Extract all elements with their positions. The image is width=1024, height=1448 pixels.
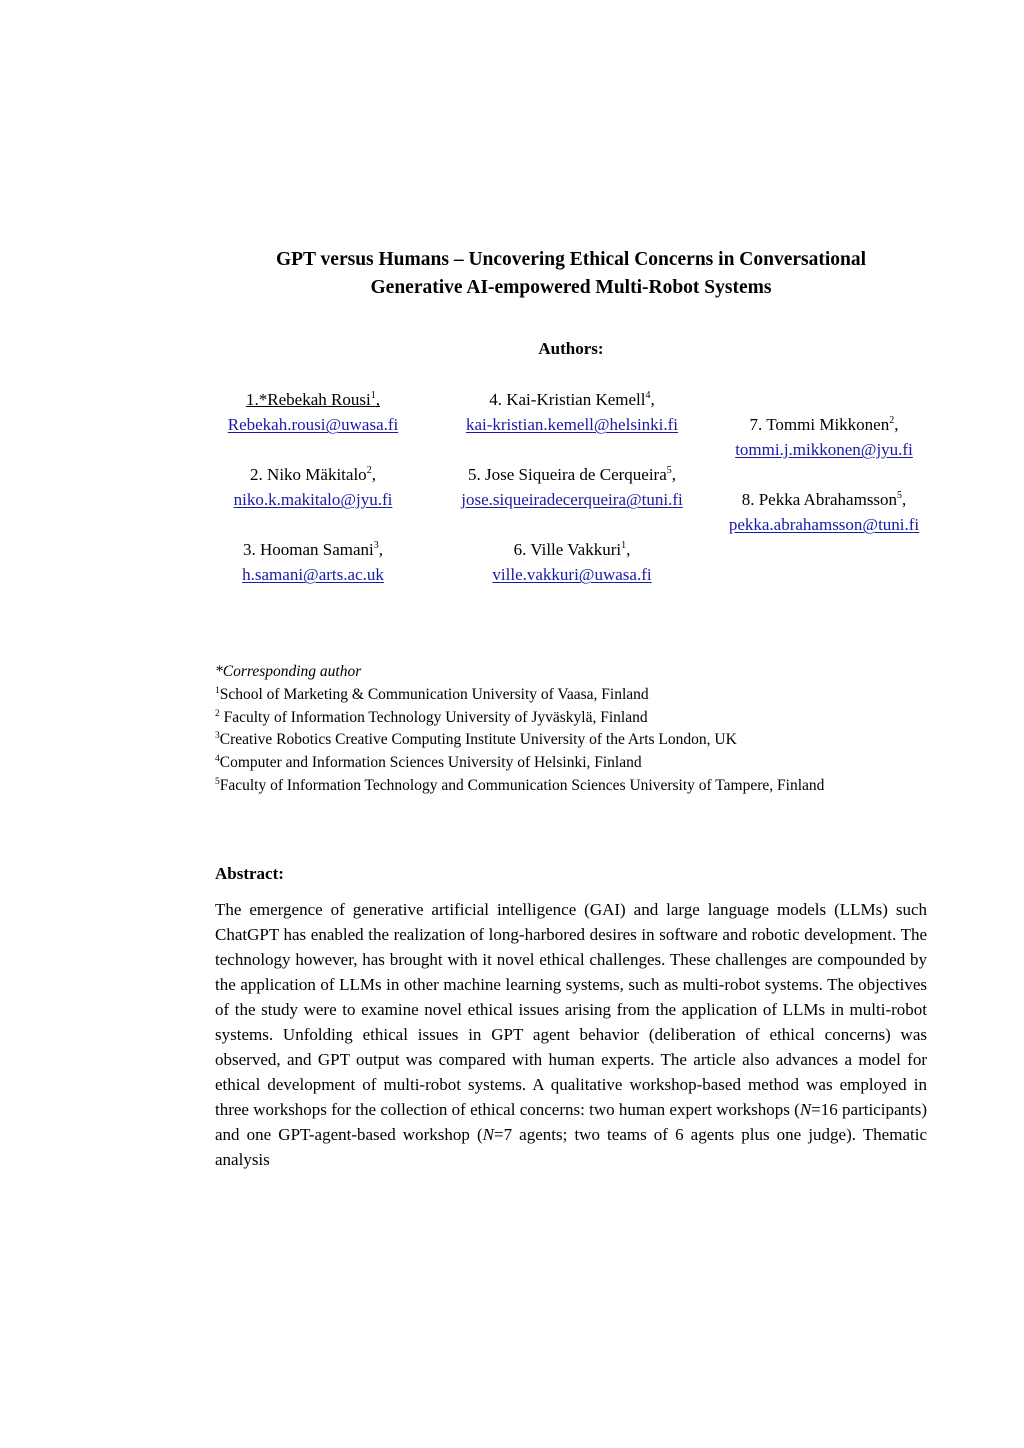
author-name: 2. Niko Mäkitalo$^2$, — [250, 465, 376, 484]
affiliations-block — [215, 661, 927, 798]
abstract-body: The emergence of generative artificial intelligence (GAI) and large language models (LLMs) such ChatGPT has enabled the realization of long-harbored desires in software and robotic development. The technology however, has brought with it novel ethical challenges. These challenges are compounded by the application of LLMs in other machine learning systems, such as multi-robot systems. The objectives of the study were to examine novel ethical issues arising from the application of LLMs in multi-robot systems. Unfolding ethical issues in GPT agent behavior (deliberation of ethical concerns) was observed, and GPT output was compared with human experts. The article also advances a model for ethical development of multi-robot systems. A qualitative workshop-based method was employed in three workshops for the collection of ethical concerns: two human expert workshops (N=16 participants) and one GPT-agent-based workshop (N=7 agents; two teams of 6 agents plus one judge). Thematic analysis — [215, 900, 927, 1169]
author-email-link[interactable]: tommi.j.mikkonen@jyu.fi — [735, 440, 913, 459]
abstract-heading: Abstract: — [215, 864, 284, 883]
affiliation-line: $^2$ Faculty of Information Technology University of Jyväskylä, Finland — [215, 708, 648, 726]
author-name: 6. Ville Vakkuri$^1$, — [513, 540, 631, 559]
author-name: 3. Hooman Samani$^3$, — [242, 540, 384, 559]
author-name: 7. Tommi Mikkonen$^2$, — [749, 415, 899, 434]
author-entry — [213, 387, 413, 437]
author-email-link[interactable]: h.samani@arts.ac.uk — [242, 565, 384, 584]
authors-heading: Authors: — [538, 339, 604, 358]
paper-title — [215, 246, 927, 302]
affiliation-line: $^4$Computer and Information Sciences University of Helsinki, Finland — [215, 754, 642, 772]
author-email-link[interactable]: Rebekah.rousi@uwasa.fi — [227, 415, 399, 434]
author-column-3 — [718, 412, 930, 562]
author-email-link[interactable]: pekka.abrahamsson@tuni.fi — [728, 515, 920, 534]
affiliation-line: $^3$Creative Robotics Creative Computing Institute University of the Arts London, UK — [215, 731, 737, 749]
author-email-link[interactable]: jose.siqueiradecerqueira@tuni.fi — [461, 490, 683, 509]
affiliation-line: $^5$Faculty of Information Technology and Communication Sciences University of Tampere, Finland — [215, 776, 825, 794]
author-email-link[interactable]: kai-kristian.kemell@helsinki.fi — [465, 415, 679, 434]
title-line-1: GPT versus Humans – Uncovering Ethical Concerns in Conversational — [275, 249, 867, 270]
author-column-1 — [213, 387, 413, 612]
author-entry — [213, 462, 413, 512]
author-name: 4. Kai-Kristian Kemell$^4$, — [489, 390, 655, 409]
author-name: 8. Pekka Abrahamsson$^5$, — [741, 490, 907, 509]
corresponding-author-note: *Corresponding author — [215, 663, 362, 680]
author-entry — [213, 537, 413, 587]
author-column-2 — [448, 387, 696, 612]
author-entry — [448, 387, 696, 437]
author-email-link[interactable]: ville.vakkuri@uwasa.fi — [492, 565, 652, 584]
author-entry — [448, 537, 696, 587]
affiliation-line: $^1$School of Marketing & Communication University of Vaasa, Finland — [215, 685, 649, 703]
author-email-link[interactable]: niko.k.makitalo@jyu.fi — [233, 490, 393, 509]
author-entry — [718, 487, 930, 537]
author-name: 5. Jose Siqueira de Cerqueira$^5$, — [468, 465, 676, 484]
author-entry — [448, 462, 696, 512]
author-entry — [718, 412, 930, 462]
title-line-2: Generative AI-empowered Multi-Robot Systems — [370, 277, 772, 298]
author-name: 1.*Rebekah Rousi$^1$, — [246, 390, 380, 409]
